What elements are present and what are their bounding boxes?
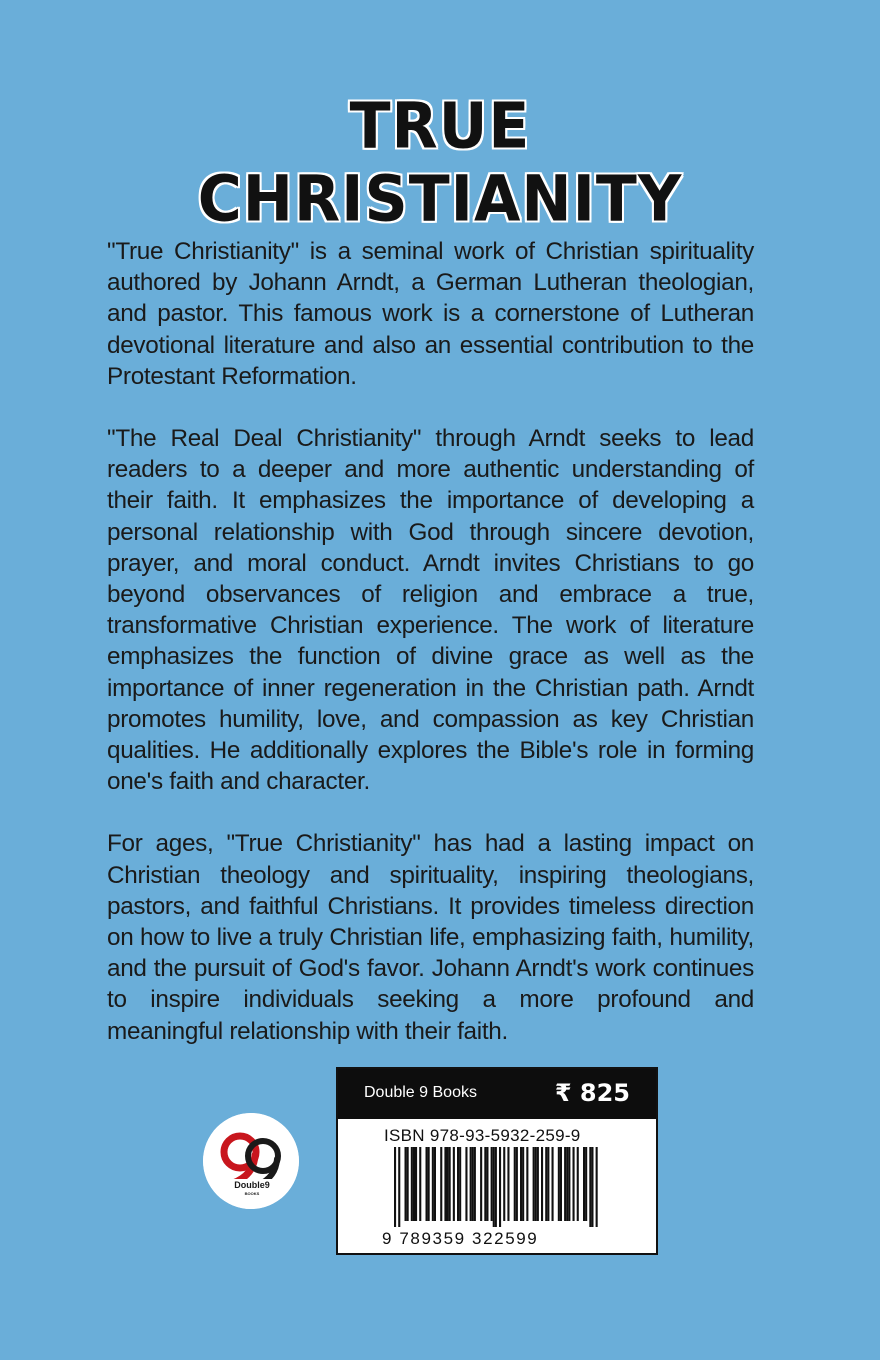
barcode-bar <box>432 1147 434 1221</box>
barcode-bar <box>577 1147 579 1221</box>
barcode-bar <box>573 1147 575 1221</box>
description-paragraph-1: "True Christianity" is a seminal work of Christian spirituality authored by Johann Arndt, a German Lutheran theologian, and pastor. This famous work is a cornerstone of Lutheran devotional literature and also an essential contribution to the Protestant Reformation. <box>107 238 754 390</box>
barcode-bar <box>405 1147 407 1221</box>
barcode-bar <box>486 1147 488 1221</box>
barcode-bar <box>520 1147 522 1221</box>
barcode-bar <box>434 1147 436 1221</box>
logo-graphic <box>203 1113 299 1209</box>
barcode-bar <box>503 1147 505 1221</box>
barcode-bar <box>484 1147 486 1221</box>
barcode-bar <box>596 1147 598 1227</box>
barcode-bar <box>394 1147 396 1227</box>
barcode-block <box>336 1067 658 1255</box>
barcode-bar <box>564 1147 566 1221</box>
barcode-bar <box>545 1147 547 1221</box>
barcode-bar <box>516 1147 518 1221</box>
barcode-header <box>338 1069 656 1119</box>
barcode-bar <box>552 1147 554 1221</box>
barcode-bar <box>535 1147 537 1221</box>
barcode-bar <box>415 1147 417 1221</box>
price-label: ₹ 825 <box>554 1079 630 1107</box>
barcode-bar <box>465 1147 467 1221</box>
barcode-bar <box>507 1147 509 1221</box>
publisher-name: Double 9 Books <box>364 1084 477 1101</box>
barcode-bar <box>428 1147 430 1221</box>
barcode-bars <box>394 1147 624 1227</box>
barcode-bar <box>558 1147 560 1221</box>
barcode-bar <box>457 1147 459 1221</box>
barcode-bar <box>470 1147 472 1221</box>
barcode-bar <box>472 1147 474 1221</box>
barcode-bar <box>398 1147 400 1227</box>
barcode-bar <box>583 1147 585 1221</box>
barcode-bar <box>447 1147 449 1221</box>
barcode-bar <box>449 1147 451 1221</box>
barcode-bar <box>411 1147 413 1221</box>
barcode-bar <box>541 1147 543 1221</box>
double9-books-logo-icon <box>203 1113 299 1209</box>
isbn-label: ISBN 978-93-5932-259-9 <box>384 1126 581 1145</box>
barcode-bar <box>480 1147 482 1221</box>
barcode-bar <box>591 1147 593 1227</box>
barcode-bar <box>413 1147 415 1221</box>
barcode-bar <box>560 1147 562 1221</box>
barcode-bar <box>522 1147 524 1221</box>
title-line-1: TRUE <box>349 89 531 164</box>
barcode-bar <box>533 1147 535 1221</box>
barcode-bar <box>566 1147 568 1221</box>
description-paragraph-3: For ages, "True Christianity" has had a lasting impact on Christian theology and spirituality, inspiring theologians, pastors, and faithful Christians. It provides timeless direction on how to live a truly Christian life, emphasizing faith, humility, and the pursuit of God's favor. Johann Arndt's work continues to inspire individuals seeking a more profound and meaningful relationship with their faith. <box>107 830 754 1045</box>
barcode-bar <box>499 1147 501 1227</box>
barcode-bar <box>440 1147 442 1221</box>
barcode-bar <box>589 1147 591 1227</box>
barcode-digits: 9 789359 322599 <box>382 1229 539 1248</box>
barcode-bar <box>568 1147 570 1221</box>
barcode-bar <box>526 1147 528 1221</box>
description-paragraph-2: "The Real Deal Christianity" through Arndt seeks to lead readers to a deeper and more authentic understanding of their faith. It emphasizes the importance of developing a personal relationship with God through sincere devotion, prayer, and moral conduct. Arndt invites Christians to go beyond observances of religion and embrace a true, transformative Christian experience. The work of literature emphasizes the function of divine grace as well as the importance of inner regeneration in the Christian path. Arndt promotes humility, love, and compassion as key Christian qualities. He additionally explores the Bible's role in forming one's faith and character. <box>107 425 754 796</box>
barcode-bar <box>407 1147 409 1221</box>
logo-text: Double9 <box>234 1180 270 1190</box>
barcode-bar <box>547 1147 549 1221</box>
barcode-bar <box>459 1147 461 1221</box>
barcode-bar <box>493 1147 495 1227</box>
barcode-bar <box>453 1147 455 1221</box>
description-text <box>107 236 754 1047</box>
barcode-bar <box>514 1147 516 1221</box>
barcode-bar <box>495 1147 497 1227</box>
barcode-bar <box>537 1147 539 1221</box>
barcode-bar <box>491 1147 493 1221</box>
logo-subtext: BOOKS <box>244 1191 260 1196</box>
barcode-bar <box>474 1147 476 1221</box>
title-line-2: CHRISTIANITY <box>197 162 683 237</box>
barcode-bar <box>419 1147 421 1221</box>
barcode-bar <box>585 1147 587 1221</box>
barcode-bar <box>426 1147 428 1221</box>
barcode-bar <box>444 1147 446 1221</box>
